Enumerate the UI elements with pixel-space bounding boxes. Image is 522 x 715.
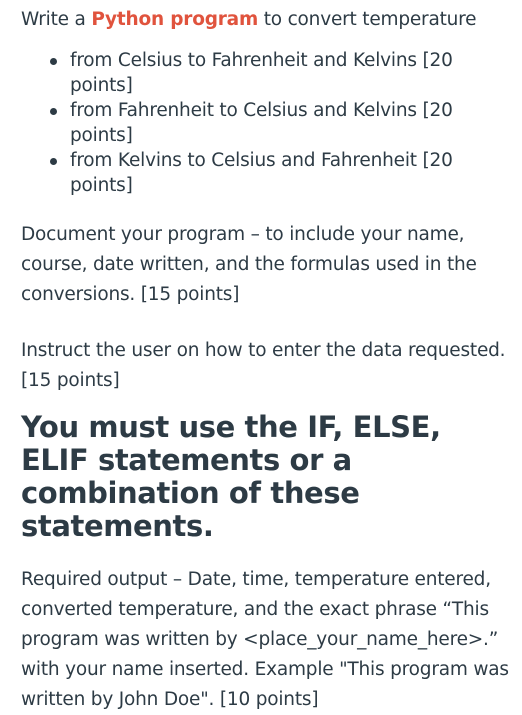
- intro-line: [21, 5, 511, 35]
- instruct-paragraph: Instruct the user on how to enter the data requested. [15 points]: [21, 340, 506, 391]
- assignment-content: [21, 5, 511, 715]
- list-item: [21, 98, 511, 148]
- requirement-heading: You must use the IF, ELSE, ELIF statements or a combination of these statements.: [21, 410, 441, 543]
- list-item: [21, 48, 511, 98]
- intro-suffix: to convert temperature: [258, 9, 477, 30]
- intro-highlight: Python program: [91, 9, 259, 30]
- list-item: [21, 148, 511, 198]
- bullet-dot-icon: [50, 158, 57, 165]
- list-item-text: from Celsius to Fahrenheit and Kelvins [20 points]: [70, 50, 453, 96]
- requirements-list: [21, 48, 511, 198]
- list-item-text: from Kelvins to Celsius and Fahrenheit [20 points]: [70, 150, 453, 196]
- intro-prefix: Write a: [21, 9, 92, 30]
- output-paragraph: Required output – Date, time, temperature entered, converted temperature, and the exact phrase “This program was written by <place_your_name_here>.” with your name inserted. Example "This program was written by John Doe". [10 points]: [21, 569, 509, 710]
- bullet-dot-icon: [50, 58, 57, 65]
- list-item-text: from Fahrenheit to Celsius and Kelvins [20 points]: [70, 100, 453, 146]
- document-paragraph: Document your program – to include your name, course, date written, and the formulas used in the conversions. [15 points]: [21, 224, 477, 305]
- bullet-dot-icon: [50, 108, 57, 115]
